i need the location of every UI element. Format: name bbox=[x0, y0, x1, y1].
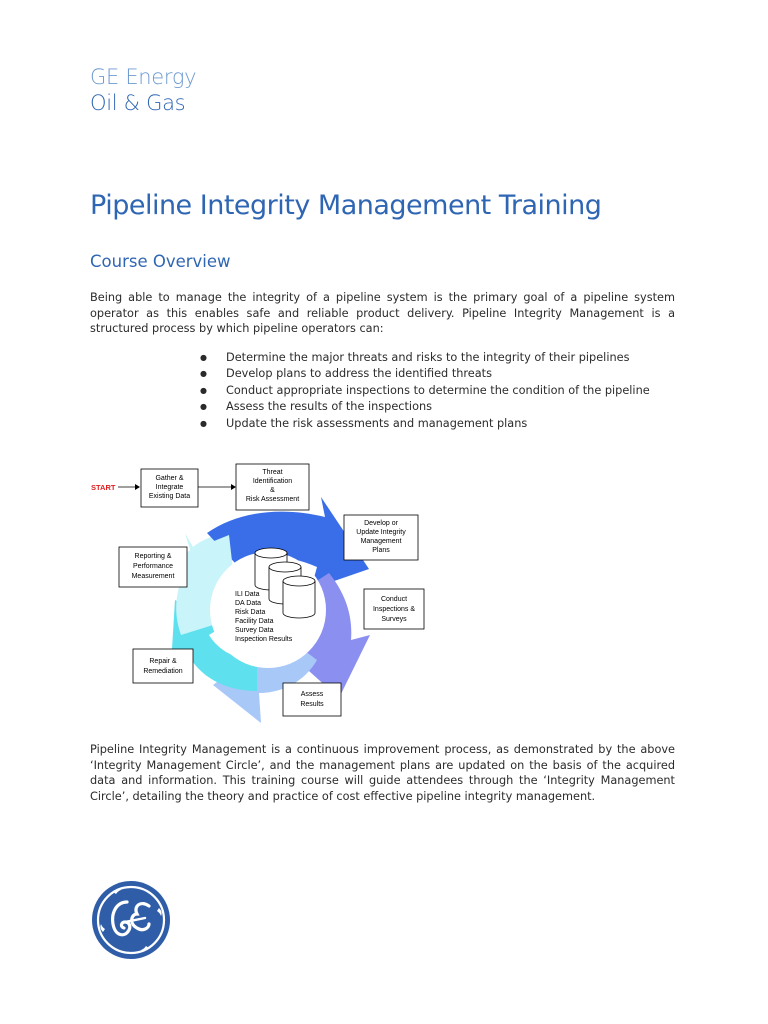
integrity-management-circle-diagram bbox=[85, 455, 435, 730]
box-gather-line: Existing Data bbox=[148, 493, 191, 500]
list-item: ● Update the risk assessments and management plans bbox=[200, 416, 650, 432]
list-item: ● Conduct appropriate inspections to determine the condition of the pipeline bbox=[200, 383, 650, 399]
box-reporting-line: Measurement bbox=[131, 573, 175, 580]
data-list-item: Risk Data bbox=[235, 609, 266, 616]
box-develop-line: Develop or bbox=[364, 520, 398, 527]
start-arrowhead bbox=[135, 484, 140, 490]
brand-line-1: GE Energy bbox=[90, 65, 197, 89]
box-repair-line: Remediation bbox=[143, 668, 183, 675]
section-title: Course Overview bbox=[90, 252, 231, 271]
box-threat-line: Risk Assessment bbox=[245, 496, 300, 503]
box-conduct-line: Inspections & bbox=[372, 606, 416, 613]
box-conduct-inspections bbox=[364, 589, 424, 629]
data-list-item: Inspection Results bbox=[235, 636, 293, 643]
box-gather-line: Integrate bbox=[155, 484, 184, 491]
box-threat-line: Threat bbox=[262, 469, 283, 476]
box-assess-results bbox=[283, 683, 341, 716]
brand-header bbox=[90, 64, 196, 116]
data-list-item: Facility Data bbox=[235, 618, 274, 625]
list-item: ● Assess the results of the inspections bbox=[200, 399, 650, 415]
box-develop-line: Plans bbox=[372, 547, 390, 554]
box-assess-line: Assess bbox=[300, 691, 324, 698]
box-threat-identification bbox=[236, 464, 309, 510]
box-gather-integrate bbox=[141, 469, 198, 507]
list-item: ● Determine the major threats and risks to the integrity of their pipelines bbox=[200, 350, 650, 366]
box-develop-line: Update Integrity bbox=[356, 529, 406, 536]
box-reporting-line: Performance bbox=[132, 563, 174, 570]
data-list-item: DA Data bbox=[235, 600, 262, 607]
box-conduct-line: Surveys bbox=[381, 616, 407, 623]
box-gather-line: Gather & bbox=[155, 475, 184, 482]
bullet-list bbox=[200, 350, 650, 432]
box-develop-plans bbox=[344, 515, 418, 560]
box-develop-line: Management bbox=[360, 538, 402, 545]
brand-line-2: Oil & Gas bbox=[90, 91, 186, 115]
data-list-item: ILI Data bbox=[235, 591, 260, 598]
ge-monogram-logo-icon bbox=[91, 880, 171, 960]
box-reporting-performance bbox=[119, 547, 187, 587]
box-conduct-line: Conduct bbox=[380, 596, 408, 603]
gather-to-threat-arrowhead bbox=[231, 484, 236, 490]
box-repair-remediation bbox=[133, 649, 193, 683]
page-title: Pipeline Integrity Management Training bbox=[90, 190, 602, 221]
intro-paragraph: Being able to manage the integrity of a pipeline system is the primary goal of a pipeline system operator as this enables safe and reliable product delivery. Pipeline Integrity Management is a structured process by which pipeline operators can: bbox=[90, 291, 675, 335]
closing-paragraph: Pipeline Integrity Management is a continuous improvement process, as demonstrated by the above ‘Integrity Management Circle’, and the management plans are updated on the basis of the acquired data and information. This training course will guide attendees through the ‘Integrity Management Circle’, detailing the theory and practice of cost effective pipeline integrity management. bbox=[90, 743, 675, 803]
start-label: START bbox=[91, 483, 116, 492]
box-threat-line: Identification bbox=[252, 478, 293, 485]
data-list-item: Survey Data bbox=[235, 627, 274, 634]
box-threat-line: & bbox=[270, 487, 275, 494]
box-repair-line: Repair & bbox=[149, 658, 177, 665]
box-reporting-line: Reporting & bbox=[134, 553, 172, 560]
list-item: ● Develop plans to address the identified threats bbox=[200, 366, 650, 382]
box-assess-line: Results bbox=[300, 701, 324, 708]
